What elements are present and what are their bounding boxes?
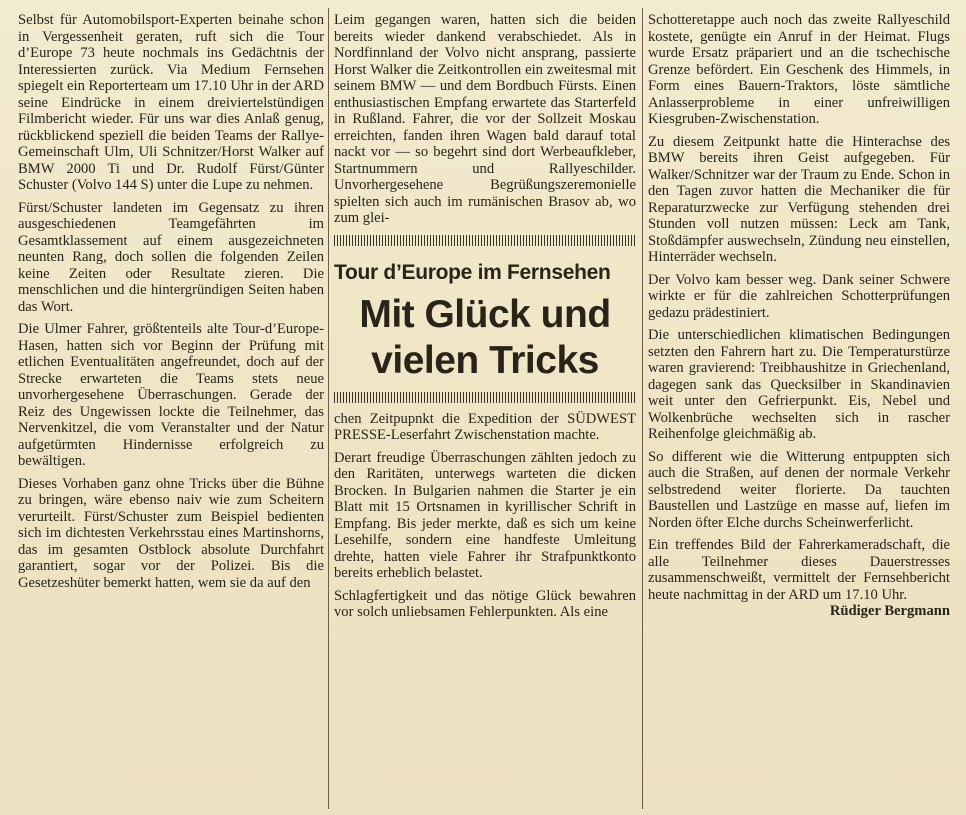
byline-row: [648, 603, 950, 620]
article-kicker: Tour d’Europe im Fernsehen: [334, 260, 611, 284]
paragraph: Dieses Vorhaben ganz ohne Tricks über die Bühne zu bringen, wäre ebenso naiv wie zum Scheitern verurteilt. Fürst/Schuster zum Beispiel bedienten sich im dichtesten Verkehrsstau eines Martinshorns, das im gesamten Ostblock absolute Durchfahrt garantiert, sogar vor der Polizei. Bis die Gesetzeshüter bemerkt hatten, wem sie da auf den: [18, 475, 324, 591]
headline-line-2: vielen Tricks: [371, 338, 599, 382]
article-headline: [334, 292, 636, 384]
column-divider: [642, 8, 643, 809]
paragraph: Die unterschiedlichen klimatischen Bedingungen setzten den Fahrern hart zu. Die Temperaturstürze waren gravierend: Treibhaushitze in Griechenland, dagegen sank das Quecksilber in Skandinavien weit unter den Gefrierpunkt. Eis, Nebel und Wolkenbrüche wechselten sich in rascher Reihenfolge gleichmäßig ab.: [648, 327, 950, 442]
headline-line-1: Mit Glück und: [359, 292, 611, 336]
author-byline: Rüdiger Bergmann: [829, 603, 950, 619]
paragraph: Zu diesem Zeitpunkt hatte die Hinterachse des BMW bereits ihren Geist aufgegeben. Für Walker/Schnitzer war der Traum zu Ende. Schon in den Tagen zuvor hatten die Mechaniker die für Reparaturzwecke zur Verfügung stehenden drei Stunden voll nutzen müssen: Leck am Tank, Stoßdämpfer auswechseln, Zündung neu einstellen, Hinterräder wechseln.: [648, 133, 950, 265]
paragraph: Fürst/Schuster landeten im Gegensatz zu ihren ausgeschiedenen Teamgefährten im Gesamtklassement auf einem ausgezeichneten neunten Rang, doch sollen die folgenden Zeilen keine Zeiten oder Resultate zieren. Die menschlichen und die hintergründigen Seiten haben das Wort.: [18, 199, 324, 315]
paragraph: Die Ulmer Fahrer, größtenteils alte Tour-d’Europe-Hasen, hatten sich vor Beginn der Prüfung mit etlichen Eventualitäten angefreundet, doch auf der Strecke erwarteten die Teams stets neue unvorhergesehene Überraschungen. Gerade der Reiz des Ungewissen lockte die Teilnehmer, das Nervenkitzel, die vom Veranstalter und der Natur aufgetürmten Hindernisse erfolgreich zu bewältigen.: [18, 321, 324, 469]
paragraph: Schlagfertigkeit und das nötige Glück bewahren vor solch unliebsamen Fehlerpunkten. Als eine: [334, 587, 636, 620]
paragraph: Derart freudige Überraschungen zählten jedoch zu den Raritäten, unterwegs warteten die dicken Brocken. In Bulgarien nahmen die Starter je ein Blatt mit 15 Ortsnamen in kyrillischer Schrift in Empfang. Bis jeder merkte, daß es sich um keine Lesehilfe, sondern eine handfeste Umleitung drehte, hatten viele Fahrer ihr Strafpunktkonto bereits erheblich belastet.: [334, 449, 636, 581]
paragraph: Leim gegangen waren, hatten sich die beiden bereits wieder dankend verabschiedet. Als in Nordfinnland der Volvo nicht ansprang, passierte Horst Walker die Zeitkontrollen ein zweitesmal mit seinem BMW — und dem Bordbuch Fürsts. Einen enthusiastischen Empfang erwartete das Starterfeld in Rußland. Fahrer, die vor der Sollzeit Moskau erreichten, fanden ihren Wagen bald darauf total nackt vor — so begehrt sind dort Werbeaufkleber, Startnummern und Rallyeschilder. Unvorhergesehene Begrüßungszeremonielle spielten sich auch im rumänischen Brasov ab, wo zum glei-: [334, 12, 636, 226]
paragraph: Selbst für Automobilsport-Experten beinahe schon in Vergessenheit geraten, ruft sich die Tour d’Europe 73 heute nochmals ins Gedächtnis der Interessierten zurück. Via Medium Fernsehen spiegelt ein Reporterteam um 17.10 Uhr in der ARD seine Eindrücke in einem dreiviertelstündigen Filmbericht wieder. Für uns war dies Anlaß genug, rückblickend speziell die beiden Teams der Rallye-Gemeinschaft Ulm, Uli Schnitzer/Horst Walker auf BMW 2000 Ti und Dr. Rudolf Fürst/Günter Schuster (Volvo 144 S) unter die Lupe zu nehmen.: [18, 12, 324, 193]
paragraph: chen Zeitpupnkt die Expedition der SÜDWEST PRESSE-Leserfahrt Zwischenstation machte.: [334, 410, 636, 443]
paragraph: So different wie die Witterung entpuppten sich auch die Straßen, auf denen der normale Verkehr selbstredend weiter florierte. Da tauchten Baustellen und Lastzüge en masse auf, liefen im Norden öfter Elche durchs Scheinwerferlicht.: [648, 448, 950, 531]
headline-rule-bottom: [334, 392, 636, 403]
column-2: [334, 12, 636, 627]
column-divider: [328, 8, 329, 809]
column-3: [648, 12, 950, 620]
column-1: [18, 12, 324, 597]
headline-rule-top: [334, 235, 636, 246]
paragraph: Ein treffendes Bild der Fahrerkameradschaft, die alle Teilnehmer dieses Dauerstresses zusammenschweißt, vermittelt der Fernsehbericht heute nachmittag in der ARD um 17.10 Uhr.: [648, 537, 950, 603]
paragraph: Schotteretappe auch noch das zweite Rallyeschild kostete, genügte ein Anruf in der Heimat. Flugs wurde Ersatz präpariert und an die tschechische Grenze befördert. Ein Geschenk des Himmels, in Form eines Bauern-Traktors, löste sämtliche Anlasserprobleme in einer unfreiwilligen Kiesgruben-Zwischenstation.: [648, 12, 950, 127]
paragraph: Der Volvo kam besser weg. Dank seiner Schwere wirkte er für die zahlreichen Schotterprüfungen gedazu prädestiniert.: [648, 271, 950, 321]
